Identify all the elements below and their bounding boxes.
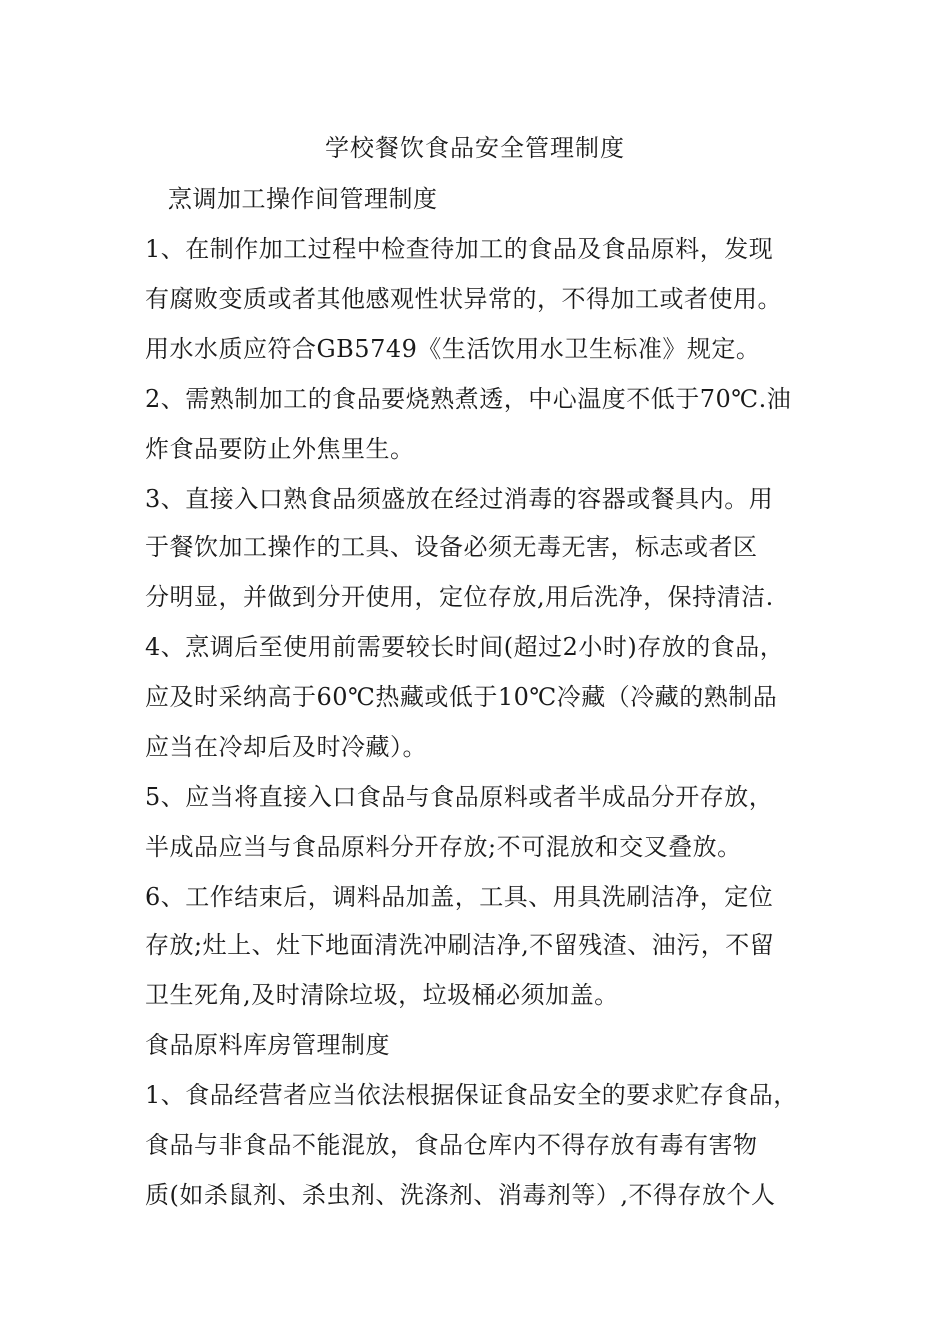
text-line: 应及时采纳高于60℃热藏或低于10℃冷藏（冷藏的熟制品	[145, 683, 778, 711]
document-title: 学校餐饮食品安全管理制度	[325, 134, 625, 162]
text-line: 于餐饮加工操作的工具、设备必须无毒无害，标志或者区	[145, 533, 758, 561]
text-line: 分明显，并做到分开使用，定位存放,用后洗净，保持清洁.	[145, 583, 774, 611]
text-line: 炸食品要防止外焦里生。	[145, 435, 415, 463]
text-line: 质(如杀鼠剂、杀虫剂、洗涤剂、消毒剂等）,不得存放个人	[145, 1181, 776, 1209]
section-heading-storage: 食品原料库房管理制度	[145, 1031, 390, 1059]
text-line: 应当在冷却后及时冷藏）。	[145, 733, 427, 761]
text-line: 有腐败变质或者其他感观性状异常的，不得加工或者使用。	[145, 285, 782, 313]
text-line: 半成品应当与食品原料分开存放;不可混放和交叉叠放。	[145, 833, 742, 861]
section-heading-kitchen: 烹调加工操作间管理制度	[168, 185, 438, 213]
text-line: 食品与非食品不能混放，食品仓库内不得存放有毒有害物	[145, 1131, 758, 1159]
text-line: 4、烹调后至使用前需要较长时间(超过2小时)存放的食品，	[145, 633, 785, 661]
text-line: 5、应当将直接入口食品与食品原料或者半成品分开存放，	[145, 783, 774, 811]
text-line: 1、在制作加工过程中检查待加工的食品及食品原料，发现	[145, 235, 774, 263]
text-line: 2、需熟制加工的食品要烧熟煮透，中心温度不低于70℃.油	[145, 385, 792, 413]
text-line: 存放;灶上、灶下地面清洗冲刷洁净,不留残渣、油污，不留	[145, 931, 775, 959]
text-line: 卫生死角,及时清除垃圾，垃圾桶必须加盖。	[145, 981, 619, 1009]
text-line: 6、工作结束后，调料品加盖，工具、用具洗刷洁净，定位	[145, 883, 774, 911]
text-line: 1、食品经营者应当依法根据保证食品安全的要求贮存食品，	[145, 1081, 798, 1109]
text-line: 3、直接入口熟食品须盛放在经过消毒的容器或餐具内。用	[145, 485, 774, 513]
text-line: 用水水质应符合GB5749《生活饮用水卫生标准》规定。	[145, 335, 761, 363]
